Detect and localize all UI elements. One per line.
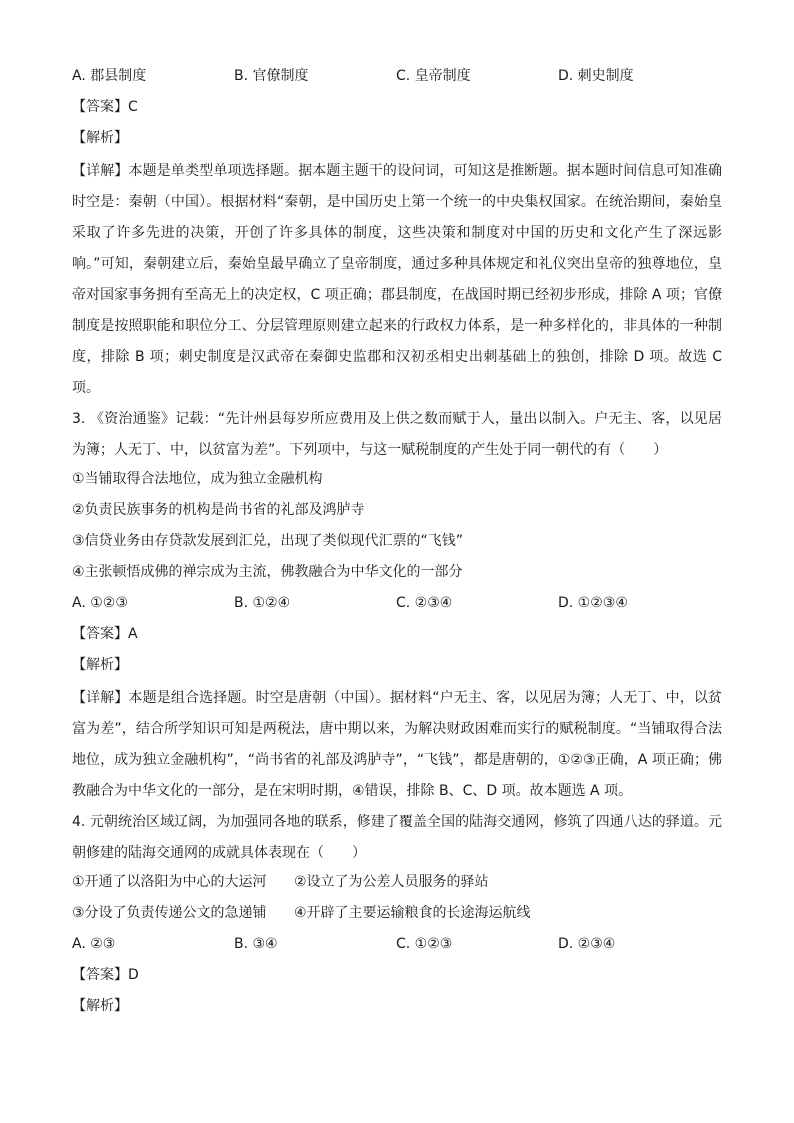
q4-item-3: ③分设了负责传递公文的急递铺 (72, 905, 267, 921)
q4-item-1: ①开通了以洛阳为中心的大运河 (72, 874, 267, 890)
q2-option-d: D. 刺史制度 (558, 68, 634, 84)
q4-items-row-2 (72, 900, 722, 931)
q2-option-b: B. 官僚制度 (234, 68, 309, 84)
q4-item-4: ④开辟了主要运输粮食的长途海运航线 (294, 905, 531, 921)
q3-options (72, 590, 722, 621)
q4-item-2: ②设立了为公差人员服务的驿站 (294, 874, 489, 890)
q2-answer: 【答案】C (72, 99, 138, 115)
q3-analysis-label: 【解析】 (72, 657, 128, 673)
q3-option-a: A. ①②③ (72, 595, 128, 611)
q2-option-c: C. 皇帝制度 (396, 68, 471, 84)
q2-option-a: A. 郡县制度 (72, 68, 147, 84)
q3-option-d: D. ①②③④ (558, 595, 628, 611)
q3-item-1: ①当铺取得合法地位，成为独立金融机构 (72, 471, 323, 487)
q3-answer: 【答案】A (72, 626, 138, 642)
q4-option-c: C. ①②③ (396, 936, 453, 952)
q3-option-c: C. ②③④ (396, 595, 453, 611)
q2-detail: 【详解】本题是单类型单项选择题。据本题主题干的设问词，可知这是推断题。据本题时间信息可知准确时空是：秦朝（中国）。根据材料“秦朝，是中国历史上第一个统一的中央集权国家。在统治期间，秦始皇采取了许多先进的决策，开创了许多具体的制度，这些决策和制度对中国的历史和文化产生了深远影响。”可知，秦朝建立后，秦始皇最早确立了皇帝制度，通过多种具体规定和礼仪突出皇帝的独尊地位，皇帝对国家事务拥有至高无上的决定权，C 项正确；郡县制度，在战国时期已经初步形成，排除 A 项；官僚制度是按照职能和职位分工、分层管理原则建立起来的行政权力体系，是一种多样化的，非具体的一种制度，排除 B 项；刺史制度是汉武帝在秦御史监郡和汉初丞相史出刺基础上的独创，排除 D 项。故选 C 项。 (72, 163, 722, 396)
q4-answer: 【答案】D (72, 967, 139, 983)
q3-stem: 3. 《资治通鉴》记载：“先计州县每岁所应费用及上供之数而赋于人，量出以制入。户无主、客，以见居为簿；人无丁、中，以贫富为差”。下列项中，与这一赋税制度的产生处于同一朝代的有（ ） (72, 411, 722, 458)
q4-analysis-label: 【解析】 (72, 998, 128, 1014)
q4-options (72, 931, 722, 962)
q2-analysis-label: 【解析】 (72, 130, 128, 146)
q4-option-a: A. ②③ (72, 936, 116, 952)
q4-option-d: D. ②③④ (558, 936, 616, 952)
q4-stem: 4. 元朝统治区域辽阔，为加强同各地的联系，修建了覆盖全国的陆海交通网，修筑了四通八达的驿道。元朝修建的陆海交通网的成就具体表现在（ ） (72, 814, 722, 861)
q3-item-4: ④主张顿悟成佛的禅宗成为主流，佛教融合为中华文化的一部分 (72, 564, 463, 580)
q4-items-row-1 (72, 869, 722, 900)
q2-options (72, 63, 722, 94)
q3-item-2: ②负责民族事务的机构是尚书省的礼部及鸿胪寺 (72, 502, 365, 518)
q3-item-3: ③信贷业务由存贷款发展到汇兑，出现了类似现代汇票的“飞钱” (72, 533, 464, 549)
q3-detail: 【详解】本题是组合选择题。时空是唐朝（中国）。据材料“户无主、客，以见居为簿；人无丁、中，以贫富为差”，结合所学知识可知是两税法，唐中期以来，为解决财政困难而实行的赋税制度。“当铺取得合法地位，成为独立金融机构”，“尚书省的礼部及鸿胪寺”，“飞钱”，都是唐朝的，①②③正确，A 项正确；佛教融合为中华文化的一部分，是在宋明时期，④错误，排除 B、C、D 项。故本题选 A 项。 (72, 690, 722, 799)
q4-option-b: B. ③④ (234, 936, 278, 952)
q3-option-b: B. ①②④ (234, 595, 291, 611)
document-page (72, 63, 722, 1024)
